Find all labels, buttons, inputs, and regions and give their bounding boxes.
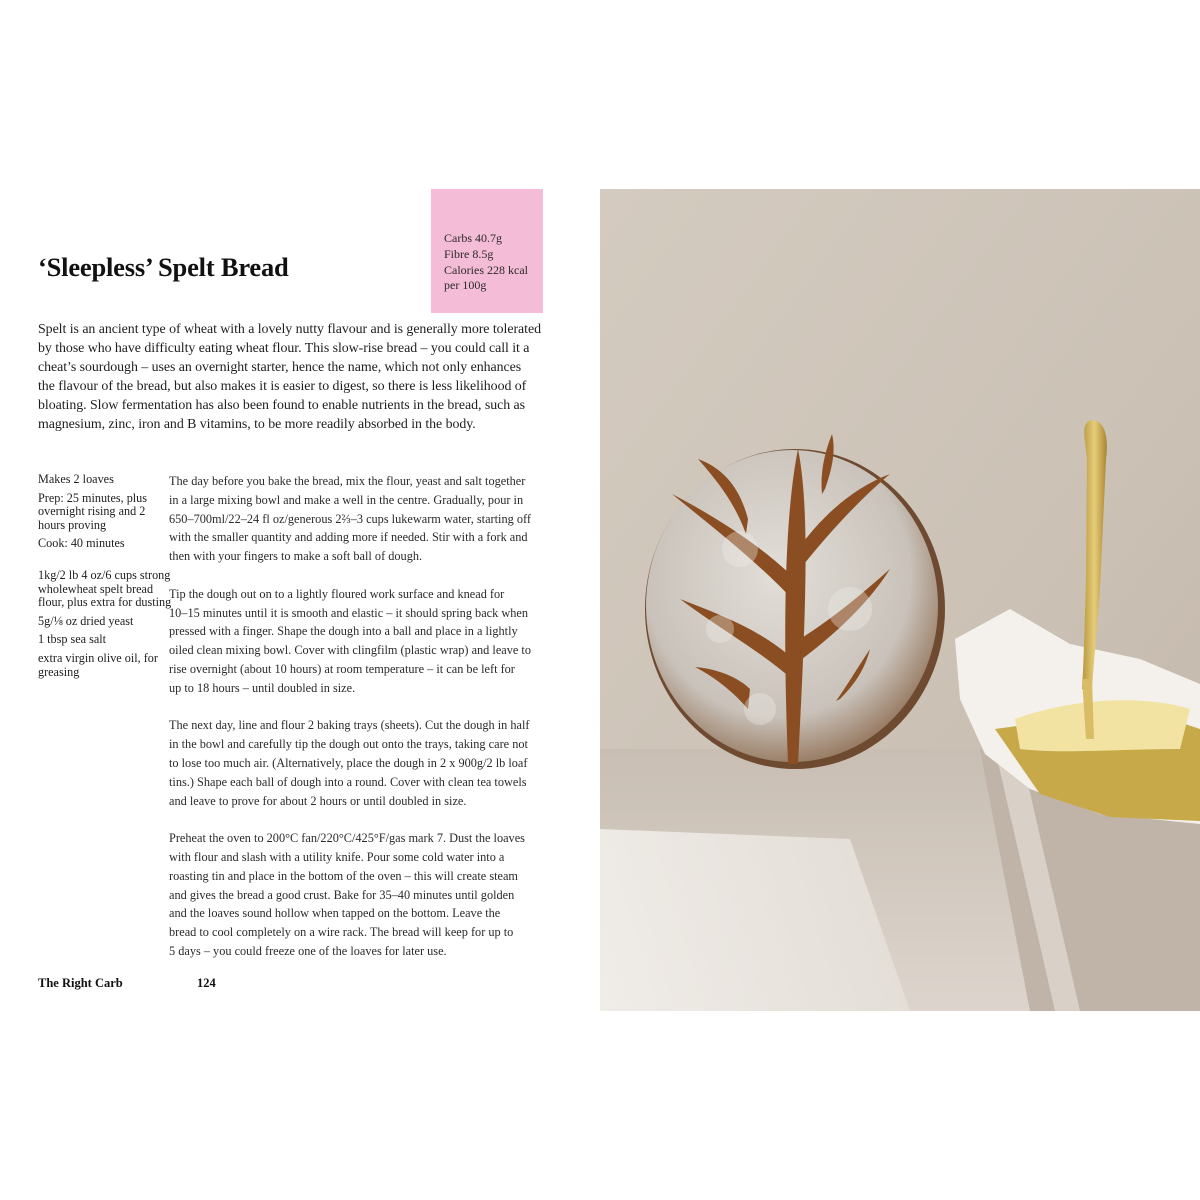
method-line: The day before you bake the bread, mix the flour, yeast and salt together <box>169 474 526 488</box>
method-line: 5 days – you could freeze one of the loaves for later use. <box>169 943 447 958</box>
method-line: 10–15 minutes until it is smooth and elastic – it should spring back when <box>169 605 528 620</box>
method-line: tins.) Shape each ball of dough into a round. Cover with clean tea towels <box>169 774 527 789</box>
method-line: The next day, line and flour 2 baking trays (sheets). Cut the dough in half <box>169 718 530 733</box>
method-line: and the loaves sound hollow when tapped on the bottom. Leave the <box>169 906 501 921</box>
ingredient-item: 1 tbsp sea salt <box>38 632 107 647</box>
ingredient-item: extra virgin olive oil, for greasing <box>38 650 158 679</box>
method-line: with the smaller quantity and adding more if needed. Stir with a fork and <box>169 530 528 545</box>
intro-line: Spelt is an ancient type of wheat with a lovely nutty flavour and is generally more tolerated <box>38 322 541 337</box>
page-number: 124 <box>197 976 216 990</box>
nutrition-per: per 100g <box>444 278 487 293</box>
intro-line: by those who have difficulty eating wheat flour. This slow-rise bread – you could call it a <box>38 340 530 356</box>
ingredient-item: 1kg/2 lb 4 oz/6 cups strong wholewheat spelt bread flour, plus extra for dusting <box>38 567 172 610</box>
intro-line: bloating. Slow fermentation has also been found to enable nutrients in the bread, such as <box>38 397 526 413</box>
method-column <box>169 472 569 980</box>
recipe-title: ‘Sleepless’ Spelt Bread <box>38 252 289 282</box>
footer-section-title: The Right Carb <box>38 976 123 990</box>
method-line: rise overnight (about 10 hours) at room temperature – it can be left for <box>169 661 515 676</box>
method-step-2 <box>169 585 569 698</box>
method-step-1 <box>169 472 569 566</box>
method-line: with flour and slash with a utility knife. Pour some cold water into a <box>169 849 505 864</box>
intro-line: magnesium, zinc, iron and B vitamins, to be more readily absorbed in the body. <box>38 416 476 432</box>
method-line: Tip the dough out on to a lightly floured work surface and knead for <box>169 586 505 601</box>
method-line: roasting tin and place in the bottom of the oven – this will create steam <box>169 868 519 883</box>
method-line: and gives the bread a good crust. Bake for 35–40 minutes until golden <box>169 887 515 902</box>
method-line: and leave to prove for about 2 hours or until doubled in size. <box>169 793 467 808</box>
recipe-intro <box>38 321 558 434</box>
intro-line: the flavour of the bread, but also makes it is easier to digest, so there is less likelihood of <box>38 378 527 394</box>
method-line: pressed with a finger. Shape the dough into a ball and place in a lightly <box>169 624 518 639</box>
nutrition-calories: Calories 228 kcal <box>444 262 528 277</box>
method-line: up to 18 hours – until doubled in size. <box>169 680 356 695</box>
nutrition-carbs: Carbs 40.7g <box>444 231 502 245</box>
method-line: in the bowl and carefully tip the dough out onto the trays, taking care not <box>169 737 528 752</box>
method-step-4 <box>169 829 569 961</box>
ingredients-column <box>38 473 173 684</box>
method-step-3 <box>169 716 569 810</box>
intro-line: cheat’s sourdough – uses an overnight starter, hence the name, which not only enhances <box>38 359 522 375</box>
prep-time: Prep: 25 minutes, plus overnight rising and 2 hours proving <box>38 490 148 532</box>
nutrition-box <box>431 189 543 313</box>
yield: Makes 2 loaves <box>38 472 114 486</box>
method-line: then with your fingers to make a soft ball of dough. <box>169 549 423 564</box>
method-line: to lose too much air. (Alternatively, place the dough in 2 x 900g/2 lb loaf <box>169 755 528 770</box>
cook-time: Cook: 40 minutes <box>38 536 125 551</box>
method-line: bread to cool completely on a wire rack. The bread will keep for up to <box>169 925 514 940</box>
nutrition-fibre: Fibre 8.5g <box>444 246 494 261</box>
method-line: in a large mixing bowl and make a well in the centre. Gradually, pour in <box>169 492 524 507</box>
method-line: Preheat the oven to 200°C fan/220°C/425°F/gas mark 7. Dust the loaves <box>169 831 525 846</box>
ingredient-item: 5g/⅛ oz dried yeast <box>38 613 134 628</box>
bread-photo <box>600 189 1200 1011</box>
method-line: 650–700ml/22–24 fl oz/generous 2⅔–3 cups lukewarm water, starting off <box>169 511 531 526</box>
method-line: oiled clean mixing bowl. Cover with clingfilm (plastic wrap) and leave to <box>169 643 531 658</box>
